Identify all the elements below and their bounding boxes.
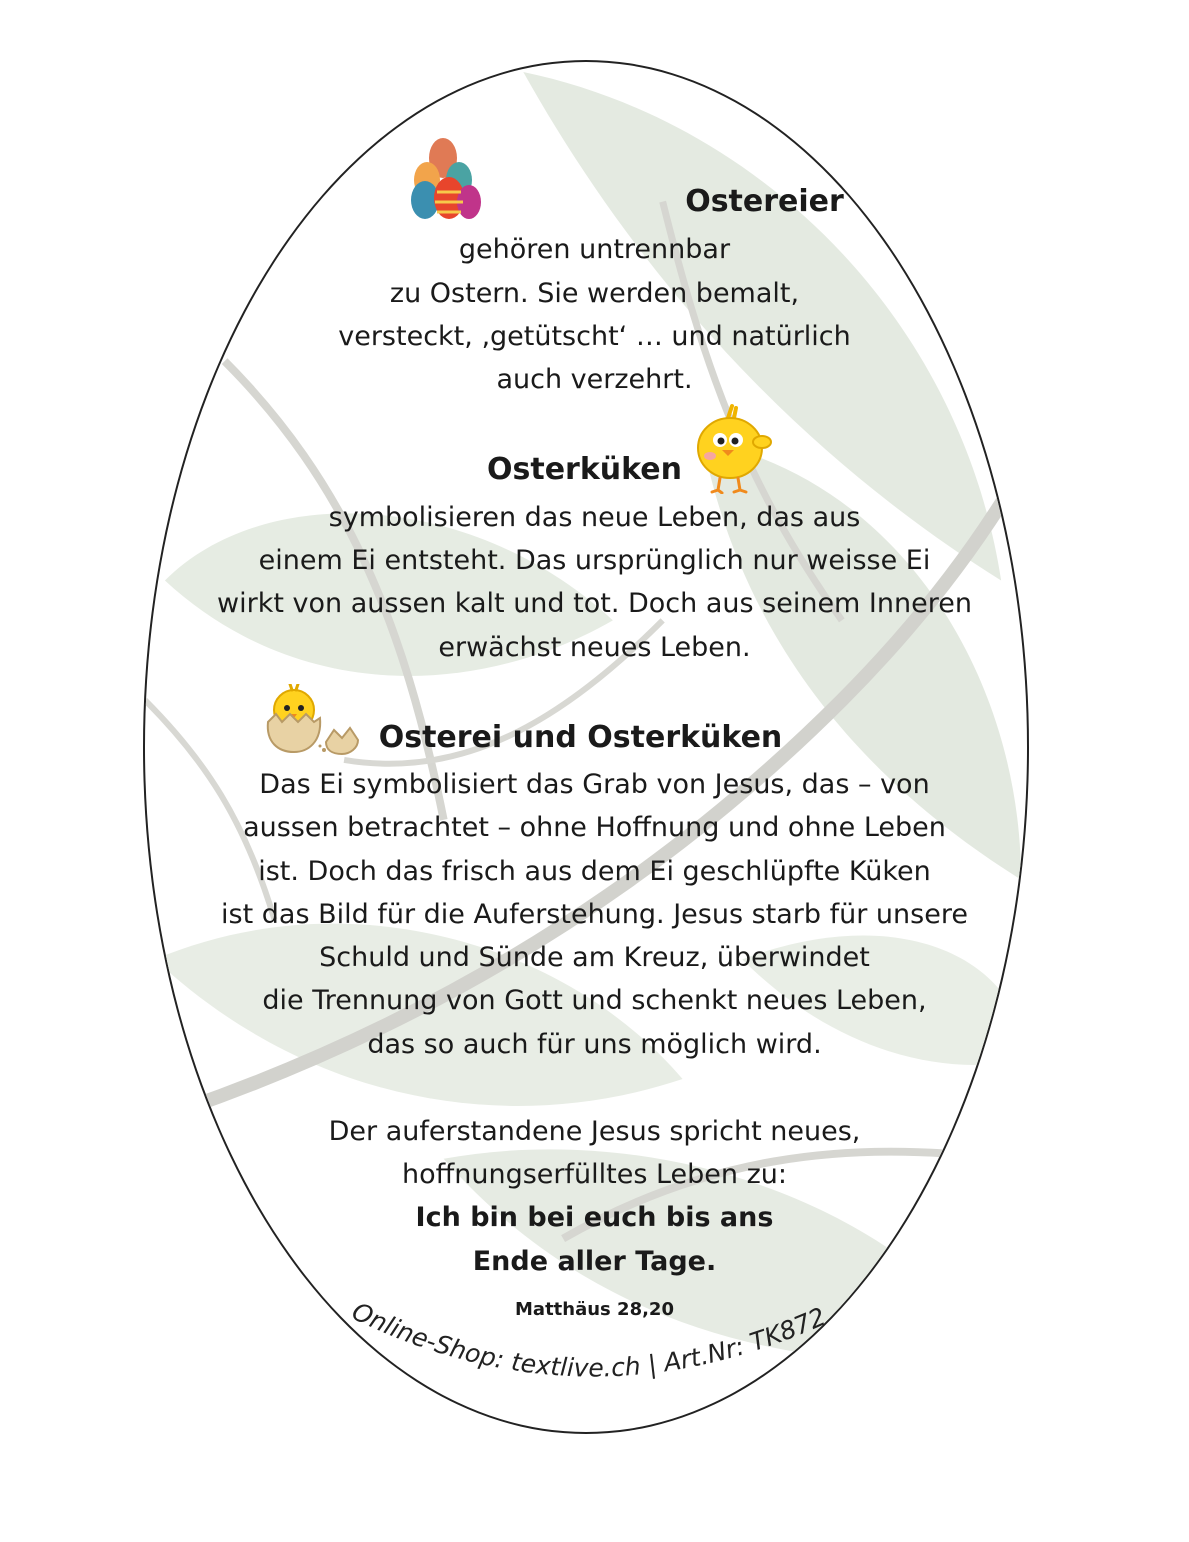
text-line: symbolisieren das neue Leben, das aus	[328, 502, 861, 533]
text-line: auch verzehrt.	[496, 364, 693, 395]
text-line: Schuld und Sünde am Kreuz, überwindet	[319, 942, 870, 973]
text-line: zu Ostern. Sie werden bemalt,	[389, 278, 800, 309]
bible-reference: Matthäus 28,20	[515, 1299, 674, 1320]
section-title-ostereier: Ostereier	[685, 184, 844, 219]
text-line: ist das Bild für die Auferstehung. Jesus starb für unsere	[221, 899, 968, 930]
text-line: hoffnungserfülltes Leben zu:	[402, 1159, 787, 1190]
text-line: die Trennung von Gott und schenkt neues Leben,	[262, 985, 927, 1016]
text-line: gehören untrennbar	[458, 234, 731, 265]
bible-verse-line: Ende aller Tage.	[472, 1246, 717, 1277]
shop-info	[348, 1296, 830, 1382]
text-line: Das Ei symbolisiert das Grab von Jesus, das – von	[259, 769, 930, 800]
text-line: ist. Doch das frisch aus dem Ei geschlüpfte Küken	[258, 856, 931, 887]
text-line: erwächst neues Leben.	[438, 632, 751, 663]
text-line: versteckt, ‚getütscht‘ … und natürlich	[338, 321, 851, 352]
text-line: Der auferstandene Jesus spricht neues,	[328, 1116, 861, 1147]
text-line: aussen betrachtet – ohne Hoffnung und ohne Leben	[243, 812, 946, 843]
shop-info-text: Online-Shop: textlive.ch | Art.Nr: TK872	[347, 1296, 831, 1383]
text-line: wirkt von aussen kalt und tot. Doch aus seinem Inneren	[217, 588, 972, 619]
text-line: das so auch für uns möglich wird.	[367, 1029, 822, 1060]
section-title-osterei-und-osterkueken: Osterei und Osterküken	[378, 720, 783, 755]
section-title-osterkueken: Osterküken	[487, 452, 682, 487]
text-line: einem Ei entsteht. Das ursprünglich nur weisse Ei	[258, 545, 931, 576]
bible-verse-line: Ich bin bei euch bis ans	[415, 1202, 774, 1233]
